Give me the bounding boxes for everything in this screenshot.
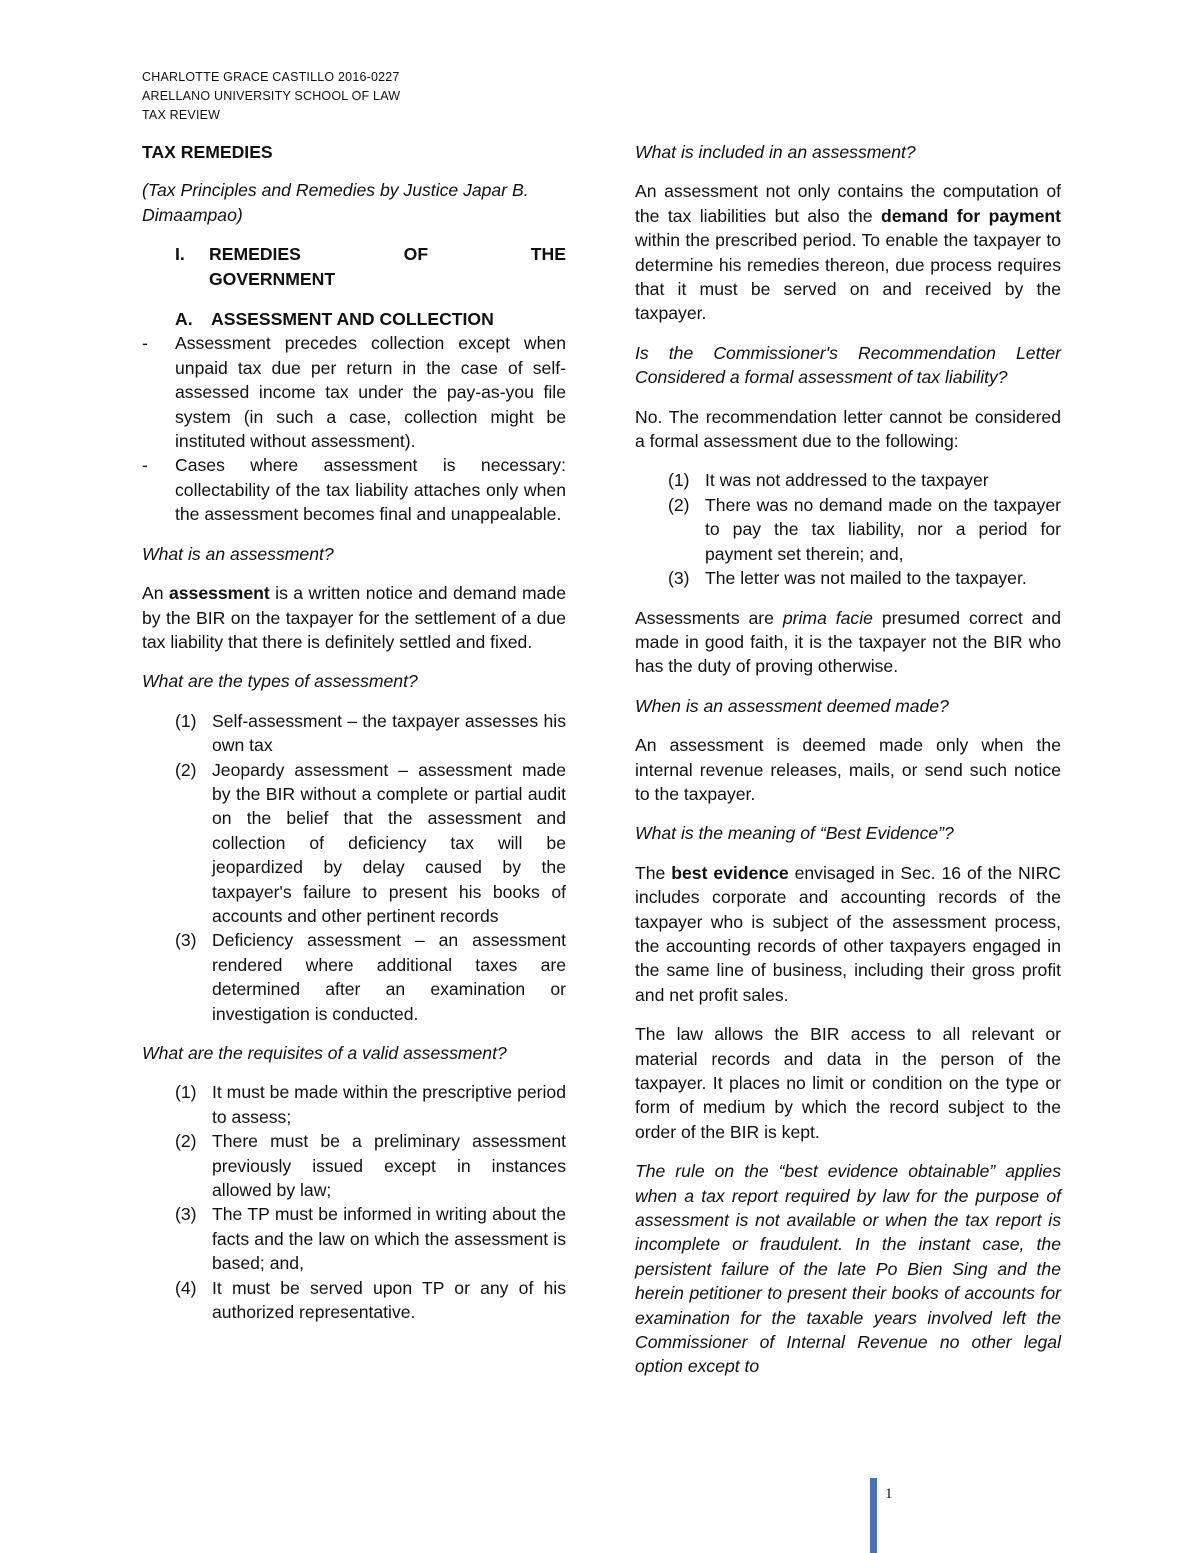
page-number-bar (870, 1478, 877, 1553)
paragraph: An assessment is a written notice and demand made by the BIR on the taxpayer for the settlement of a due tax liability that there is definitely settled and fixed. (142, 583, 566, 652)
reasons-list (635, 468, 1061, 590)
left-column (142, 140, 566, 1339)
section-title-line2: GOVERNMENT (209, 268, 336, 289)
paragraph: Assessments are prima facie presumed correct and made in good faith, it is the taxpayer not the BIR who has the duty of proving otherwise. (635, 607, 1061, 677)
list-item: - Cases where assessment is necessary: collectability of the tax liability attaches only when the assessment becomes final and unappealable. (142, 453, 566, 526)
paragraph: An assessment is deemed made only when the internal revenue releases, mails, or send such notice to the taxpayer. (635, 735, 1061, 804)
list-item: (2) There was no demand made on the taxpayer to pay the tax liability, nor a period for payment set therein; and, (668, 494, 1061, 564)
subsection-title: ASSESSMENT AND COLLECTION (211, 309, 494, 330)
paragraph: The law allows the BIR access to all relevant or material records and data in the person of the taxpayer. It places no limit or condition on the type or form of medium by which the record subject to the order of the BIR is kept. (635, 1024, 1061, 1142)
author-line: CHARLOTTE GRACE CASTILLO 2016-0227 (142, 70, 400, 84)
document-title: TAX REMEDIES (142, 142, 273, 162)
question-heading: What is included in an assessment? (635, 142, 916, 162)
question-heading: What are the types of assessment? (142, 671, 418, 692)
question-heading: What is the meaning of “Best Evidence”? (635, 823, 954, 844)
quoted-ruling: The rule on the “best evidence obtainable” applies when a tax report required by law for the purpose of assessment is not available or when the tax report is incomplete or fraudulent. In the instant case, the persistent failure of the late Po Bien Sing and the herein petitioner to present their books of accounts for examination for the taxable years involved left the Commissioner of Internal Revenue no other legal option except to (635, 1161, 1061, 1377)
list-item: (4) It must be served upon TP or any of his authorized representative. (175, 1277, 566, 1323)
document-header (142, 68, 400, 125)
paragraph: No. The recommendation letter cannot be considered a formal assessment due to the following: (635, 406, 1061, 452)
paragraph: The best evidence envisaged in Sec. 16 of the NIRC includes corporate and accounting records of the taxpayer who is subject of the assessment process, the accounting records of other taxpayers engaged in the same line of business, including their gross profit and net profit sales. (635, 862, 1061, 1005)
course-line: TAX REVIEW (142, 108, 221, 122)
section-title-line1: REMEDIES OF THE (209, 244, 566, 265)
list-item: (1) It was not addressed to the taxpayer (668, 470, 989, 491)
list-item: (3) The letter was not mailed to the taxpayer. (668, 568, 1027, 589)
section-heading (142, 242, 566, 266)
types-list (142, 709, 566, 1026)
question-heading: Is the Commissioner's Recommendation Letter Considered a formal assessment of tax liability? (635, 342, 1061, 388)
list-item: (2) There must be a preliminary assessment previously issued except in instances allowed by law; (175, 1131, 566, 1201)
list-item: (3) The TP must be informed in writing about the facts and the law on which the assessment is based; and, (175, 1204, 566, 1274)
list-item: (2) Jeopardy assessment – assessment made by the BIR without a complete or partial audit on the belief that the assessment and collection of deficiency tax will be jeopardized by delay caused by the taxpayer's failure to present his books of accounts and other pertinent records (175, 759, 566, 926)
section-number: I. (175, 244, 185, 265)
list-item: (3) Deficiency assessment – an assessment rendered where additional taxes are determined after an examination or investigation is conducted. (175, 930, 566, 1024)
page-number: 1 (885, 1486, 893, 1502)
school-line: ARELLANO UNIVERSITY SCHOOL OF LAW (142, 89, 401, 103)
list-item: - Assessment precedes collection except when unpaid tax due per return in the case of self-assessed income tax under the pay-as-you file system (in such a case, collection might be instituted without assessment). (142, 331, 566, 453)
question-heading: What is an assessment? (142, 543, 334, 564)
question-heading: When is an assessment deemed made? (635, 695, 949, 716)
dash-item-text: Cases where assessment is necessary: collectability of the tax liability attaches only when the assessment becomes final and unappealable. (175, 455, 566, 525)
right-column (635, 140, 1061, 1394)
paragraph: An assessment not only contains the computation of the tax liabilities but also the demand for payment within the prescribed period. To enable the taxpayer to determine his remedies thereon, due process requires that it must be served on and received by the taxpayer. (635, 181, 1061, 324)
list-item: (1) Self-assessment – the taxpayer assesses his own tax (175, 710, 566, 756)
question-heading: What are the requisites of a valid assessment? (142, 1043, 507, 1063)
list-item: (1) It must be made within the prescriptive period to assess; (175, 1082, 566, 1127)
requisites-list (142, 1080, 566, 1324)
subsection-letter: A. (175, 309, 193, 330)
dash-item-text: Assessment precedes collection except when unpaid tax due per return in the case of self-assessed income tax under the pay-as-you file system (in such a case, collection might be instituted without assessment). (175, 333, 566, 452)
source-citation: (Tax Principles and Remedies by Justice Japar B. Dimaampao) (142, 180, 529, 225)
subsection-heading (142, 307, 566, 331)
